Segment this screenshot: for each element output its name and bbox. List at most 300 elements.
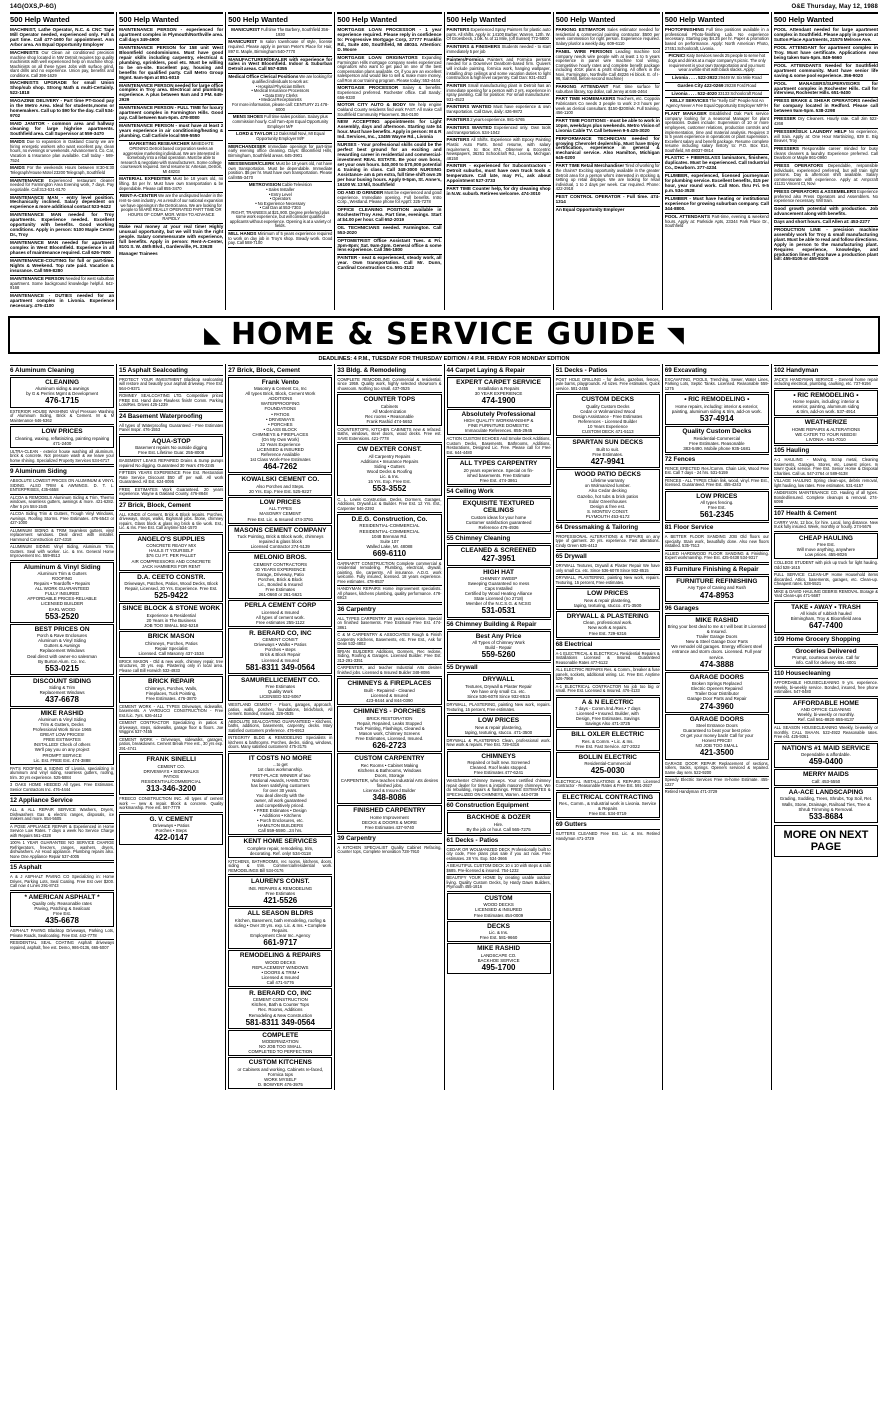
classified-ad: MESSENGER/CLERK Must be 18 years old, not have own transportation. Must be dependable. Immediate position. $5 per hr. Must have own transportation. Please call 855-3470 [228,161,332,183]
classified-ad: PAINTERS All Shifts. Experience with Epoxy Painting Plastic Auto Parts. Send resume, with salary requirement, to: Box 874, Observer & Eccentric Newspapers, 36251 Schoolcraft Rd., Livonia, Michigan 48150 [447,137,551,163]
service-ad: JACK'S HANDYMAN SERVICE - General home repair including electrical, plumbing, caulking, etc. 737-9194 [774,377,878,389]
service-guide-column [771,364,880,1090]
service-ad: Retired Handyman 471-3729 [664,789,718,795]
classified-ad: PRESS OPERATORS & ASSEMBLERS Experience preferred also Press Operators and Assemblers. No experience necessary. Will train. [774,189,878,206]
classified-ad: MORTGAGE LOAN PROCESSOR - 1 year experience required. Please reply in confidence to: Progressive Mortgage Corp, 27777 Franklin Rd., Suite 400, Southfield, MI 48034. Attention: D. Moore [337,27,441,55]
service-ad: FREE ESTIMATES Work Guaranteed. 20 years experience. Wayne & Oakland County. 476-8848 [119,487,223,499]
service-display-ad: ALL TYPES CARPENTRY 20 years experience. Special on fin- ished basements. Free Estimate Free Est. 474-3861 [447,458,551,485]
classified-ad: MAINTENANCE MAN - entry level position. Mechanically inclined. Salary dependent on experience & more additional contact 523-9422 [10,195,114,213]
service-ad: C. L. Lewis Construction. Decks, Dormers, Garages, Additions, Drywall.Lic & Builder. Free Est. 12 Yrs. Est., Carpenter 546-2393 [337,497,441,514]
service-display-ad: PERLA CEMENT CORP Licensed & Insured All types of cement work. Free estimates 255-1122 [228,600,332,627]
service-guide-column [334,364,443,1090]
column-heading: 500 Help Wanted [447,12,551,26]
classified-ad: MAIDS For the weekends Hours between 8:30-5:30 Telegraph/House Motel 23200 Telegraph, Southfield [10,165,114,177]
classified-ad: MAINTENANCE Experienced restaurant cleaner needed for Farmington Area Evening work, 7 days. Pay negotiable. Call 313-531-8170 [10,178,114,195]
service-display-ad: ANGELO'S SUPPLIES CONCRETE READY MIX HAULS IT YOURSELF $76 CU FT. PER PALLET AIR COMPRESSORS AND CONCRETE JACK HAMMERS FOR RENT [119,534,223,571]
service-display-ad: ALL SEASON BLDRS Kitchen, Basement, bath remodeling, roofing & siding • Over 30 yrs. exp. Lic. & Ins. • Complete Repairs. Employment Clear Inc. Agency 661-9717 [228,908,332,949]
classified-ad: OIL TECHNICIANS needed. Farmington. Call 553-2020 [337,225,441,238]
service-category-heading: 44 Carpet Laying & Repair [447,365,551,376]
service-display-ad: WEATHERIZE HOME REPAIRS & ALTERATIONS WE CATER TO YOUR NEEDS! LIVONIA - 561-7010 [774,417,878,444]
service-display-ad: CUSTOM KITCHENS or Cabinets and working. Cabinets re-faced, Formica tops WORK MYSELF D. BOWYER 476-3975 [228,1057,332,1089]
classified-ad: MAINTENANCE PERSON for 158 unit West Bloomfield condominiums. Must have good repair skills including carpentry, electrical & plumbing, sprinklers, pool etc. Must be willing to be on-site. Excellent pay, housing and benefits for qualified party. Call Metro Group Mgmt. 9am-5pm at 851-6010 [119,45,223,83]
service-display-ad: AA-ACE LANDSCAPING Grading, Sodding, Trees, Shrubs, Top Soil, Ret. Walls, Stone, Drainage, Railroad Ties, Tree & Shrub Trimming & Removal. 533-8684 [774,787,878,823]
column-heading: 500 Help Wanted [774,12,878,26]
classified-ad: NEW ACCEPTING appointments for Light Assembly, days and afternoon. Starting rate $4 hour. Must have benefits. Apply in person: M & R Ind. Services, Inc., 13455 Wayne Rd., Livonia [337,119,441,142]
column-heading: 500 Help Wanted [337,12,441,26]
service-display-ad: SINCE BLOCK & STONE WORK Experience & Residential 20 Years in The Business JOB TOO SMALL 562-5218 [119,603,223,630]
page-number: 14G(OXS,P-6G) [10,4,57,10]
classified-ad: PARKING ESTIMATOR Sales estimator needed for residential & commercial painting contractor. $500 per week commission for right person. Experience required. Salary plus/or a weekly day. 609-6110 [556,27,660,49]
service-display-ad: CLEANING Aluminum siding & awnings by G & Perrins Mgmt & Development 476-1715 [10,377,114,408]
service-display-ad: LOW PRICES New & repair plastering, taping, texturing, stucco. 471-3500 [447,715,551,737]
guide-title: HOME & SERVICE GUIDE [230,316,658,352]
service-ad: A POSE APPLIANCE REPAIR & Experienced in Home Service Low Rates. 7 days a week No Service Charge with Repairs 561-4328 [10,824,114,841]
service-category-heading: 27 Brick, Block, Cement [228,365,332,376]
service-ad: EXCAVATING, POOLS, Trenching, Sewer, Water Lines, Parking Lots, Septic Tanks. Licensed. Reasonable 559-1275 [665,377,769,394]
service-ad: 3 OAKS HOME HEEDED All types. Free Estimates. Senior Contractors Inc. 476-4444 [10,782,114,794]
service-display-ad: BRICK REPAIR Chimneys, Porches, Walls, Fireplaces, Tuck Pointing, Free Estimates. 476-3870 [119,676,223,703]
service-ad: POST HOLE DRILLING - for decks, gazebos, fences, pole barns, playgrounds. All sizes. Free estimates. Quick service. 581-2455 [556,377,660,394]
classified-ad: KELLY SERVICES The "Kelly Girl" People Not An Agency Never A Fee Equal Opportunity Employer M/F/H [665,98,769,110]
service-ad: BRIAN BUILDERS Additions, Dormers, Rec redone, Siding, Roofing & Garages. Licensed Builder. Free Est. 313-291-3351 [337,649,441,666]
classified-ad: POOL ATTENDANTS Needed for Southfield apartment community. Must have senior life saving & some pool experience. 356-9020 [774,63,878,81]
classified-column [771,12,880,310]
classified-ad: PERFORMANCE TECHNICIAN needed for growing Chevrolet dealership. Must have Enjoy certification, experience in general & mechanical service. Also Hamilton, Michigan 645-0200 [556,136,660,164]
classified-ad: PRESSERS Responsible career minded for busy cleans cleaners & laundry. Experience preferred. Call Dearborn or Maple 861-0960 [774,146,878,163]
service-ad: FENCE ERECTED Res./Comm. Chain Link, Wood Free Est. Call 7 days - 24 hrs. 531-5159 [665,466,769,478]
service-ad: ELECTRICAL INSTALLATIONS & REPAIRS Licensed Contractor - Reasonable Rates & Free Est. 591-2927 [556,779,660,791]
service-guide-section [0,364,888,1090]
service-category-heading: 109 Home Grocery Shopping [774,634,878,645]
service-display-ad: CLEANED & SCREENED 427-3951 [447,545,551,566]
classified-column [8,12,116,310]
service-category-heading: 9 Aluminum Siding [10,466,114,477]
service-display-ad: ELECTRICAL CONTRACTING Res., Comm., & Industrial work in Livonia. Service & Repairs Free Est. 534-0719 [556,792,660,819]
service-display-ad: Groceries Delivered Prompt, courteous service. Call for info. Call for delivery. 661-4001 [774,646,878,668]
classified-ad: Garden City 422-0269 29238 Ford Road [665,83,769,91]
service-category-heading: 107 Health & Cement [774,508,878,519]
service-display-ad: Aluminum & Vinyl Siding Aluminum Trim & Gutters ROOFING Repairs • Teardoffs • Repairs ALL WORK GUARANTEED FULLY INSURED AFFORDABLE PRICES-RELIABLE LICENSED BUILDER EARL WOOD 553-2520 [10,562,114,623]
service-category-heading: 33 Bldg. & Remodeling [337,365,441,376]
service-ad: DRYWALL, PLASTERING, painting New work, repairs. Texturing, 15 percent, Free estimates. [556,575,660,587]
classified-ad: MILL HANDS Minimum of 5 years experience required to work on day job in Troy's shop. Steady work. Good pay. Call 588-7100 [228,231,332,248]
service-display-ad: LAUREN'S CONST. INS. REPAIRS & REMODELING Free Estimates 421-5526 [228,876,332,907]
service-category-heading: 72 Fences [665,454,769,465]
service-category-heading: 36 Carpentry [337,604,441,615]
service-ad: FULL SERVICE CLEAN-UP Home Household items discarded. Attics, basements, garages, etc. Clean-up. Cheapest rates. 528-5521 [774,572,878,589]
service-ad: ASPHALT PAVING Blacktop Driveways, Parking Lots, Private Roads, Sealcoating. Free Est. 442-7778 [10,928,114,940]
service-category-heading: 61 Decks - Patios [447,835,551,846]
service-ad: A-1 ELECTRICAL CONTRACTOR No job too big or small. Free Est. Licensed & Insured. 476-4133 [556,684,660,696]
service-category-heading: 27 Brick, Block, Cement [119,500,223,511]
service-ad: DRYWALL, PLASTERING, painting New work, repairs. Texturing, 15 percent, Free estimates. [447,702,551,714]
service-display-ad: SAMURELLICEMENT CO. Free Estimates Quality Work LICENSED 532-5067 [228,675,332,702]
service-category-heading: 12 Appliance Service [10,795,114,806]
service-display-ad: MASONS CEMENT COMPANY Tuck Pointing, Brick & Block work, chimneys repaired & glass block Licensed Contractor 274-5139 [228,525,332,552]
service-ad: GUTTERS CLEANED Free Est. Lic. & Ins. Retired Handyman 471-3729 [555,831,660,841]
classified-ad: RENT-A-CENTER We are the undisputed leader in the rent-to-own industry. As a result of our national expansion we have openings in the Detroit area. We are looking for people to fill ARE REALLY OPERATED PART TIME OR HOURS OF COMP. MGR. WISH TO ADVANCE RAPIDLY [119,193,223,224]
service-category-heading: 55 Drywall [447,662,551,673]
service-ad: ALL TYPES CARPENTRY 20 years experience. Special on finished basements. Free Estimate Free Est. 474-3861 [337,616,441,633]
service-category-heading: 69 Gutters [556,819,660,830]
service-ad: WESTLAND CEMENT - Floors, garages, approach, patios, walls, porches, foundations, brick/block, All cement. Bonded, Insured. 326-0535 [228,702,332,719]
classified-ad: MAINTENANCE PERSON - FULL TIME for luxury apartment complex in Farmington Hills. Good pay. Call between 9am-5pm. 478-8080 [119,105,223,123]
classified-ad: MAIDS Due to expansion in Oakland County we are hiring energetic workers who want excellent pay, clean hours, no evenings or weekends. Advancement. Co. Car, Vacation & Insurance plan available. Call today - 569-7524 [10,139,114,165]
classified-ad: MAINTENANCE - DUTIES needed for an apartment complex in Livonia. Experience necessary. 476-4100 [10,292,115,308]
classified-ad: POOL ATTENDANT for apartment complex in Troy. Must have certificate. Applications now being taken 9am-5pm. 849-5660 [774,45,878,63]
service-ad: C & M CARPENTRY & ASSOCIATES Rough & Finish Carpentry Kitchens, Basements, etc. Free Est., Ask for Dean 532-4802 [337,632,441,649]
publication-date: O&E Thursday, May 12, 1988 [791,4,878,10]
classified-ad: POOL MANAGERS/SUPERVISORS for apartment complex in Rochester Hills. Call for interview, Rochester Hills. 651-9400 [774,81,878,99]
service-display-ad: R. BERARD CO, INC CEMENT CONSTRUCTION Kitchen, Bath & Counter Tops Rec. Rooms, Additions Remodeling & New Construction 581-8311 349-0564 [228,988,332,1029]
classified-ad: MAINTENANCE PERSON - must have at least 2 years experience in air conditioning/heating & plumbing. Call Carlisle local 559-5550 [119,123,223,141]
service-ad: ALUMINUM SIDING & TRIM Seamless gutters, vinyl replacement windows. Deal direct with installer. Hammond Construction 427-4318 [10,528,114,545]
service-ad: ALL ELECTRIC REPAIRS Res. & Comm., breaker & fuse panels, sockets, additional wiring. Lic. Free Est. Anytime 526-7969 [556,667,660,684]
service-display-ad: AFFORDABLE HOME AND OFFICE CLEANING Weekly, bi-weekly or monthly. Ref. Call 561-8820 655-8137 [774,698,878,725]
service-ad: FREECO CONSTRUCTION INC. All types of cement work — new & repair. Block & concrete. Quality workmanship. Free est. 567-7779 [119,796,223,813]
classified-ad: MACHINIST, Lathe Operator, N.C. & CNC Tape Mill Operator needed, experienced only. Full & part time. Call 477-1600 for appointment. Ann Arbor area. An Equal Opportunity Employer [10,27,114,50]
service-ad: ALUMINUM SIDING Vinyl Siding, Aluminum Trim, Gutters. Seal with worker. Lic. & Ins. General Home Improvement Inc. 559-8513 [10,544,114,561]
classified-ad: METROVISION Cable Television • Sales Installer • Entry Level • Operators • No Experience Necessary • Call Dan at 553-7303 RIGHT, TRAINEES at $21,900. Degree preferred plus some work experience, but will consider qualified applicants without experience. Opening is at a variety of fields. [228,182,332,231]
classified-ad: Livonia . . . . 522-3922 29449 W. Six Mile Road [665,75,769,83]
classified-column [553,12,662,310]
service-category-heading: 83 Furniture Finishing & Repair [665,564,769,575]
classified-ad: PAINTERS & FINISHERS Students needed - to start immediately 5 per job [447,44,551,56]
service-ad: VILLAGE HAULING Spring clean-ups, debris removal, light hauling, low rates. Free estimates. 531-6157 [774,478,878,490]
service-ad: ANDERSON MAINTENANCE CO. Hauling of all types. Bonded/insured. Complete cleanups & removal. 274-6098 [774,490,878,507]
service-display-ad: MELONIO BROS. CEMENT CONTRACTORS 30 YEARS EXPERIENCE Garage, Driveway, Patio Porches, Brick & Block Lic., Bonded & Insured Free Estimates 261-0660 or 261-5621 [228,552,332,599]
service-ad: CEMENT WORK - Driveways, sidewalks, garages, patios, breakdowns. Cement Break Free est., 30 yrs exp. 291-4741 [119,737,223,754]
classified-ad: PRODUCTION LINE - precision machine assembly work for Troy & small manufacturing plant. Must be able to read and follow directions. Apply in person to the manufacturing plant. Requires experience, knowledge, and production lines. If you have a production plant bill: 455-8105 or 455-8106 [773,226,878,262]
classified-ad: MENS SHOES Full time sales position. Salary plus commission hourly. Call 7am-4pm Equal Opportunity Employer M/F [228,114,332,131]
service-category-heading: 102 Handyman [774,365,878,376]
classified-column [662,12,771,310]
classified-ad: PANEL WIRE PERSONS Leading machine tool company needs wire people with at least 1 to 5 years experience in panel wire machine tool wiring. Competitive hourly rates and complete benefit package including 401K plans & profit sharing. All offers in the Novi, Farmington, Northville Call 48226 Hi block. E. of I-96, Salt Mill, before second machine) [556,49,660,84]
service-ad: CARPENTER, and teacher Industrial Arts desires finished jobs. Licensed & Insured Builder 348-8086 [337,665,441,677]
classified-ad: Days and short hours. Call Allen at: 453-2277 [774,219,878,227]
service-display-ad: Frank Vento Masonry & Cement Co, Inc All types Brick, Block, Cement Work ADDITIONS WATERPROOFING FOUNDATIONS • PATIOS • DRIVEWAYS • PORCHES • GLASS BLOCK CHIMNEYS & FIREPLACES (On My Own Work) 32 Years Experience LICENSED & INSURED Reference Available 1st Class Work-Free Estimates 464-7262 [228,377,332,474]
service-display-ad: CHIMNEYS Repaired or built new. Screened Cleaned. Roof leaks stopped. Free Estimates 477-6241 [447,751,551,778]
column-heading: 500 Help Wanted [556,12,660,26]
classified-ad: MERCHANDISER Immediate openings for part-time early evening office cleaning. Days: Bloomfield Hills, Birmingham, Southfield areas. 645-3901 [228,144,332,161]
service-ad: ULTRA-CLEAN - exterior house washing all aluminum, brick & concrete. Not pressure wash & we leave your home shining. Specialized Property Services 534-6717 [10,449,114,466]
service-category-heading: 55 Chimney Cleaning [447,533,551,544]
service-ad: CARRY VAN, 12 box, for hire. Local, long distance. New truck fully insured. Week, monthly or hourly. 274-5676 [774,520,878,532]
service-display-ad: CHIMNEYS - PORCHES BRICK RESTORATION Repair, Repaired, Leaks Stopped Tuck Pointing, Flashings, Cleaned & Mason work, Chimney Screens Free Estimates, Licensed, Insured. 626-2723 [337,706,441,752]
service-category-heading: 56 Chimney Building & Repair [447,619,551,630]
classified-ad: MAGAZINE DELIVERY - Part time PT-Good pay in the Metro Area. Ideal for students,moms or homemakers. Call up to $90 for the day. Call 534-9702 [10,98,114,121]
classified-ad: Make real money at your real time! Highly unusual opportunity, but we will train the right people. Salary commensurate with experience, full benefits. Apply in person: Rent-A-Center, 8101 S. W. 45th Blvd., Gardenville, FL 33628 [119,223,224,249]
classified-ad: PAINTER - neat & experienced, steady work, all year. Own transportation. Call Mr. Dunn, Cardinal Construction Co. 591-3122 [337,255,442,271]
classified-ad: PAINTERS WANTED Experienced only. Own tools and transportation. 534-1042 [447,125,551,137]
service-ad: CEDAR OR WOLMANIZED DECK Professionally built to city code, Free plans plus sale if you act now. Free estimates. 28 Yrs. Exp. 534-3666 [447,847,551,864]
service-display-ad: BILL OXLER ELECTRIC Res. & Comm. • Lic. & Ins. Free Est. Fast Service. 427-2022 [556,729,660,751]
service-ad: RESIDENTIAL SEAL COATING Asphalt driveways repaired, asphalt, free est. Demo, 986-0136, 665-5007 [10,940,115,950]
service-display-ad: TAKE • AWAY • TRASH All kinds of rubbish hauled Birmingham, Troy & Bloomfield area 647-7400 [774,602,878,633]
service-display-ad: LOW PRICES New & repair plastering, taping, texturing, stucco. 471-3500 [556,588,660,610]
continued-next-page: MORE ON NEXT PAGE [774,825,878,857]
service-category-heading: 51 Decks - Patios [556,365,660,376]
column-heading: 500 Help Wanted [119,12,223,26]
column-heading: 500 Help Wanted [665,12,769,26]
service-ad: ALL KINDS of Cement, Brick & Block repairs. Porches, driveways, steps, walks, Big/small jobs. Stone, chimney repairs, Glass block & glass ing brick & tile work. Est., Lic. & Ins. Free Est. Call anytime 534-1570 [119,512,223,533]
classified-ad: PRESSER/SILK LAUNDRY HELP No experience, will train. Apply at: One Hour Martinizing, 839 E. Big Beaver, Troy [774,129,878,146]
service-ad: CEMENT CONTRACTOR Specializing in patios & driveways, steps, sidewalks, garage floor & floors. Joe Wiggins 537-7455 [119,720,223,737]
service-display-ad: DECKS Lic. & Ins. Free Est. 581-9660 [447,921,551,943]
service-ad: FENCES - ALL TYPES Chain link, wood, vinyl. Free Est., licensed. Guaranteed. Free Est. 455-4243 [665,478,769,490]
service-display-ad: EXPERT CARPET SERVICE Installation & Repairs 30 YEAR EXPERIENCE 474-1900 [447,377,551,408]
service-display-ad: DISCOUNT SIDING Siding & Trim Replacement Windows 437-6678 [10,676,114,707]
classified-ad: MANICURIST In salon townhouse of style, license required. Please apply in person Peter's Place for Hair, 897 E. Maple, Birmingham 540-7770 [228,39,332,56]
service-display-ad: DRYWALL & PLASTERING Clean, professional work. New work & repairs. Free Est. 729-6316 [556,611,660,638]
service-ad: CEMENT WORK - ALL TYPES Driveways, sidewalks, basements. A VARDUCCI CONSTRUCTION - Free Est./Lic. 7yrs. 626-4412 [119,704,223,721]
classified-ad: PART TIME POSITIONS - must be able to work in 10pm, weekdays plus weekends. Metro Vision of Livonia Cable TV. Call between 9-5 425-3020 [556,118,660,136]
classified-ad: MANUFACTURER/DEALER with experience for sales in West Bloomfield. Indoor & Suburban Detroit areas. Call 557-8355 [228,57,332,75]
service-ad: A BETTER FLOOR SANDING JOB Old floors our specialty. Stain work, beautifully done. Also new floors installed. 535-7513 [665,534,769,551]
classified-ad: Livonia . . . . 522-4020 33133 Schoolcraft Road [665,91,769,99]
service-category-heading: 105 Hauling [774,445,878,456]
service-ad: PROFESSIONAL ALTERATIONS & REPAIRS on any type of garment. 20 yrs. experience. Fast alterations. Cindy Green 625-4413 [556,534,660,551]
service-ad: ALCOA & REMODELS Aluminum Siding & Trim, Thermo windows, seamless gutters, awnings & more. 421-6282. After 5 pm 584-1545 [10,495,114,512]
service-display-ad: COMPLETE MODERNIZATION NO JOB TOO SMALL COMPLETED TO PERFECTION [228,1030,332,1057]
classified-column [116,12,225,310]
service-ad: A-1 HAULING - Moving, Scrap metal, Cleaning Basements, Garages, Stores, etc. Lowest prices. In town! Quick service. Free Est. Senior Home & Disposal Charities. Call us. 547-2764 or 589-6138 [774,457,878,478]
service-display-ad: * AMERICAN ASPHALT * Quality only. Reasonable rates Paving, Patching & Sealcoat Free Est. 435-6678 [10,892,114,928]
service-guide-column [444,364,553,1090]
service-category-heading: 15 Asphalt Sealcoating [119,365,223,376]
service-display-ad: DRYWALL Textures, Drywall & Plaster Repair We have only small Co. etc. Since 536-6078 Since 932-8515 [447,674,551,701]
service-ad: FIFTEEN YEARS EXPERIENCE Free Est. Restoration Rate Service Discount $50 off per wall. All work Guaranteed. All Est. 624-0095 [119,470,223,487]
classified-ad: Medical Office Clerical Positions We are looking for qualified individuals to work as: • Hospital Physician Billers • Medical Insurance Processors • Data Entry Clerks • Medical Receptionists For more information, please call: CENTURY 21 478-6000 [228,74,332,114]
classified-ad: PAINTER Small manufacturing plant in Detroit has an immediate opening for a person with 2 yrs. experience in spray painting. Call for position: For small manufacturer. 931-4523 [447,83,551,105]
classified-ad: MATERIAL EXPEDITER Must be 18 years old, no lifting. $4 per hr. Must have own transportation & be dependable. Please call 855-3470 [119,176,223,193]
service-display-ad: FRANK SINELLI CEMENT CO. DRIVEWAYS • SIDEWALKS PATIOS RESIDENTIAL/COMMERCIAL 313-346-3200 [119,754,223,795]
service-ad: DRYWALL & PLASTERING Clean, professional work. New work & repairs. Free Est. 729-6316 [447,738,551,750]
service-ad: BEAUTIFY YOUR HOME by creating usable outdoor living. Quality Custom Decks, by Hardy Dawn Builders, Plymouth 455-1816 [447,875,551,892]
service-ad: GARAGE DOOR REPAIR Replacement of sections, rollers, tracks, springs. Openers serviced & repaired. Same day serv. 522-9200 [665,761,769,778]
classified-ad: Painters/Formica Painters and Formica persons needed for a Downriver Dearborn-based firm. Quivers will include painting, formica work, hanging wallpaper, installing drop ceilings and some vacation duties to light construction & high level carpentry. Call Dan: 931-4523 [447,57,551,83]
classified-ad: PRESS BRAKE & SHEAR OPERATORS needed for company located in Redford. Please call between 9am-5pm. 538-2298 [774,98,878,116]
service-guide-column [225,364,334,1090]
classified-ad: Manager Trainees [119,250,158,256]
service-display-ad: CUSTOM WOOD DECKS LICENSED & INSURED Free Estimates 454-0009 [447,893,551,920]
service-display-ad: KOWALSKI CEMENT CO. Also Porches and Steps. 20 Yrs. Exp. Free Est. 525-9227 [228,474,332,496]
classified-ad: POOL Attendant needed for large apartment complex in Southfield. Please apply in person at Sutton Place Apartments, 21575 Melrose Ave. [774,27,878,45]
service-display-ad: • RIC REMODELING • Home repairs, including: interior & exterior, painting, aluminum siding & trim, add-on work. 537-4914 [665,394,769,425]
service-ad: COLLEGE STUDENT with pick up truck for light hauling. Odd 528-1615 [774,560,878,572]
service-ad: COUNTERTOPS, KITCHEN CABINETS new & refaced. Baths, windows, steel doors, wood decks. Free est. SAVE Extensions. 421-7778 [337,427,441,444]
classified-ad: MAINTENANCE PERSON - experienced for apartment complex in Plymouth/Northville area. Call days 349-4900 [119,27,223,45]
column-heading: 500 Help Wanted [10,12,114,26]
service-ad: 100% 1 YEAR GUARANTEE NO SERVICE CHARGE Refrigerators, freezers, ranges, washers, dryers, dishwashers. Air Hood appliance. Plumbing repairs also. None One Appliance Repair 537-4005 [10,840,114,861]
service-ad: ALLIED HARDWOOD FLOOR SANDING & Finishing. Expert workmanship. Free Est. 425-0438 534-9317 [665,551,769,563]
service-display-ad: LOW PRICES All types fencing. Free Est. 561-2345 [665,491,769,522]
classified-column [334,12,443,310]
service-ad: MIKE & DAVID HAULING DEBRIS REMOVAL Storage & Yard Clean-ups 471-5687 [774,589,878,601]
service-ad: ABSOLUTE LOWEST PRICES ON ALUMINUM & VINYL SIDING. ALSO TRIM & AWNINGS. D. T. L. ENTERPRISES, 435-6558 [10,478,114,495]
service-ad: GARNARTT CONSTRUCTION Complete commercial & residential remodeling. Plumbing, electrical, drywall, painting, tile, carpentry. All insurance. A.D.G. work welcome. Fully insured, licensed. 18 years experience. Free estimates. 478-8537 [337,561,441,587]
service-display-ad: G. V. CEMENT Driveways • Patios Porches • Steps 422-0147 [119,814,223,845]
service-ad: BASEMENT LEAKS REPAIRED Drains & Sump pumps repaired No digging. Guaranteed 30 Years 476-2245 [119,458,223,470]
classified-ad: PAINTERS Experienced Spray Painters for plastic auto parts. All shifts. Apply in: 14100 Barber, Warren, 12th. W. Of Groesbeck, 1 blk. N. of 11 Mile, (off Sunset) 772-5800 [447,27,551,44]
classified-ad: Good growth potential with production. Job advancement along with benefits. [774,206,878,219]
classified-ad: PARKING ATTENDANT Part time surface for suburban library, top dollar, call Jenny at 646-2464 [556,84,660,96]
service-category-heading: 24 Basement Waterproofing [119,411,223,422]
classified-ad: MAINTENANCE MAN needed for Troy apartments. Experience needed. Excellent opportunity with benefits. Good working conditions. Apply in person: 5100 Maple Center Dr., Troy [10,212,114,240]
service-guide-column [553,364,662,1090]
service-ad: ROMNEY SEALCOATING LTD. Competitive priced FREE Est. Hand done Flawless finish! Comm. Parking Lots/Res. Drives 425-1239 [119,393,223,410]
service-category-heading: 6 Aluminum Cleaning [10,365,114,376]
service-ad: PROTECT YOUR INVESTMENT Blacktop sealcoating will restore and beautify your asphalt driveway. Free Est. 564-0-9371 [119,377,223,394]
service-category-heading: 15 Asphalt [10,862,114,873]
classified-ad: MORTGAGE LOAN ORIGINATORS Expanding Farmington Hills mortgage company seeks experienced originators who want to get paid on one of the best compensation plans available. Or, if you are an excellent salesperson and would like to sell & make more money, call Ron at our training program. Please today: 553-4444 [337,55,441,86]
service-category-heading: 110 Housecleaning [774,668,878,679]
column-heading: 500 Help Wanted [228,12,332,26]
service-ad: Speedy Electric Services Free In-home Estimate. 455-1227 [665,777,769,789]
service-display-ad: SPARTAN SUN DECKS Built to suit. Free Estimates. 427-9941 [556,437,660,468]
service-ad: ALL & ALL REPAIR SERVICE Washers, Dryers, Dishwashers Gas & electric ranges, disposals, ice makers and more. 554-5605 [10,807,114,824]
service-ad: BRICK MASON - Old & new work, chimney repair, tree structures, 30 yrs. exp. Plastering only in local area. Please call Bill Horwich 532-4933 [119,659,223,676]
classified-ad: MANICURIST Full time The Barbery, Southfield 356-1930 [228,27,332,39]
classified-ad: OFFICE CLEANING POSITION available in Rochester/Troy Area. Part time, evenings. Start at $4.00 per hour. Call 652-2019 [337,207,441,225]
service-category-heading: 54 Ceiling Work [447,486,551,497]
service-display-ad: BACKHOE & DOZER Hire. By the job or hour. Call 565-7275 [447,812,551,834]
classified-ad: PLANT MANAGER Established Oak Park service company looking for a seasonal Manager for plant operations. Duties include: Supervision of 10 or more employees, customer relations, production controls and implementation, time and material analysis. Requires 3 to 5 years experience in operations or plant supervision. Excellent salary and benefit package. Resume complete resume including salary history to: P.O. Box 814, Southfield, MI 48037-0814 [665,111,769,155]
classified-column [225,12,334,310]
service-display-ad: CHEAP HAULING Free Est. Will move anything, anywhere Low prices. 455-8026 [774,533,878,560]
classified-ad: NURSES - Your professional skills could be the perfect best ground for an exciting and rewarding career in residential and commercial-investment REAL ESTATE. Be your own boss, set your own hours. $40,000 to $70,000 potential & training in class. Call 348-3000 NURSING Assistance- am & pm extra, full time shift own 25 per hour busing hours. Apply 9-5pm, St. Anne's, 16100 W. 13 Mil, Southfield [337,142,441,190]
service-ad: COMPLETE REMODELING Commercial & residential, since 1959. Quality work, highly selected showroom & showroom. Nothing too small. 437-0525 [337,377,441,394]
service-ad: PAT'S ROOFING & SIDING Of Livonia, specializing in aluminum and vinyl siding, seamless gutters, roofing, trim. 30 yrs experience. 525-5884 [10,766,114,783]
service-display-ad: Best Any Price All Types of Chimney Work Build - Repair 559-5260 [447,631,551,662]
service-display-ad: • RIC REMODELING • Home repairs, including: interior & exterior, painting, aluminum siding & trim, add-on work. 537-4914 [774,390,878,417]
service-display-ad: WOOD PATIO DECKS Lifetime warranty on Wolmanized lumber. Also Cedar decking Gazebo, hot tubs & brick patios Solar Greenhouses Design & free est. S. MONTEV CONST. PLYMOUTH 453-6172 [556,469,660,521]
classified-ad: MAINTENANCE MAN needed for apartment complex in West Bloomfield. Experience in all phases of maintenance required. Call 626-7600 [10,240,114,258]
page-header [0,0,888,12]
service-category-heading: 81 Floor Service [665,522,769,533]
classified-ad: PLUMBER - Must have heating or institutional experience for growing suburban company. Call 344-8800. [665,196,769,214]
service-ad: HANDYMAN REPAIRS Home improvement specialists. All phases, kitchens plumbing, quality performance. 478-6913 [337,586,441,603]
classified-ad: PART TIME Counter help, for dry cleaning shop in N.W. suburb. Retirees welcome. 474-3010 [446,185,551,196]
classified-ad: MAID JANITOR - common area and hallway cleaning for large highrise apartments. Southfield area. Call Supervisor at 559-3470 [10,121,114,139]
service-display-ad: A & N ELECTRIC 7 days - Comm./Ind./Res.• 7 days Licensed • Insured. Builder, with Design, Free Estimates. Savings Savings Also 471-3725 [556,697,660,729]
left-flag-icon: ◣ [204,321,221,347]
classified-column [444,12,553,310]
service-category-heading: 65 Drywall [556,551,660,562]
service-ad: A BEAUTIFUL CUSTOM DECK 10 x 10 with steps & rails $685. Pre-licensed & insured. 754-1232 [447,863,551,875]
service-display-ad: COUNTER TOPS Cabinets All Modernization Rec rooms • Reasonable Frank Rashid 474-5652 [337,394,441,426]
service-category-heading: 60 Construction Equipment [447,800,551,811]
service-display-ad: AQUA-STOP Basement repairs No outside digging Free Est. Lifetime Guar. 255-8008 [119,436,223,458]
service-display-ad: KENT HOME SERVICES Complete repair, remodeling, trim, decorating. Ref. only! 534-0118 [228,836,332,858]
service-display-ad: REMODELING & REPAIRS WOOD DECKS REPLACEMENT WINDOWS • DOORS & TRIM • Licensed & Insured Call 471-5776 [228,950,332,987]
classified-ad: MACHINISTS UPGRADE for small Union Shop/sub shop. Strong Math & multi-Certainly. 522-1818 [10,80,114,98]
classified-ad: PRESS OPERATORS Dependable, responsible individuals, experienced preferred, but will train right persons. Day & afternoon shift available. Salary commensurate with experience. Apply at: Ampcraft 41131 Vincent Ct, Novi [774,163,878,189]
service-ad: KITCHENS, BATHROOMS, rec rooms, kitchens, doors, siding & trim. Commercial/residential work. REMODELINGS Bill 534-0176 [228,859,332,876]
classified-ad: PAINTERS 2 years experience. 981-5765 [447,117,551,125]
service-display-ad: CW DEXTER CONST. All Carpentry Repairs Additions • Insurance Repairs Siding • Gutters Wood Decks & Roofing Lic. & Ins. 15 Yrs. Exp. Free Est. 553-3552 [337,444,441,495]
guide-deadlines: DEADLINES: 4 P.M., TUESDAY FOR THURSDAY EDITION / 4 P.M. FRIDAY FOR MONDAY EDITION [318,355,570,362]
classified-ad: MORTGAGE PROCESSOR Salary & benefits. Experienced preferred. Rochester office. Call Sandy: 656-9330 [337,85,441,102]
service-display-ad: BOLLIN ELECTRIC Residential-Commercial 425-0030 [556,752,660,778]
service-display-ad: MERRY MAIDS Call: 453-5550 [774,769,878,786]
service-display-ad: HIGH HAT CHIMNEY SWEEP Sweeping Guaranteed no mess Caps Installed Certified by Wood Heating Alliance State Licensed (no 2718) Member of the N.C.S.G. & NCSG 531-0531 [447,567,551,618]
service-category-heading: 69 Excavating [665,365,769,376]
classified-ad: MAINTENANCE PERSON needed for large office complex in Troy area. Electrical and plumbing experience. A plus between 9am and 3 PM. 649-2929 [119,83,223,106]
service-display-ad: BEST PRICES ON Porch & Rave Enclosures Aluminum & Vinyl Siding Gutters & Awnings Replacement Windows Deal direct with owner-no salesman By Burton Alum. Co. Inc. 553-0215 [10,624,114,675]
right-flag-icon: ◥ [667,321,684,347]
service-display-ad: MIKE RASHID Bring your best deal to me & I will beat it! Licensed & Insured. Trailer Garage Doors New & Steel Garage Door Parts We remodel old garages. Energy efficient steel entrance and storm doors. Licensed. Full year service. 474-3888 [665,615,769,671]
service-guide-column [662,364,771,1090]
classified-ad: An Equal Opportunity Employer [555,206,625,212]
service-display-ad: CUSTOM CARPENTRY Rec Rooms • Cabinet Making Kitchens & Bathrooms, Windows Doors, Storage CARPENTER, who teaches Industrial Arts desires finished jobs. Licensed & Insured Builder 348-8086 [337,753,441,804]
classified-ad: PLASTIC + FIBERGLASS laminators, finishers, duplicates. Must be experienced. Call Industrial Co., Dearborn. 277-4234 [665,155,769,173]
classified-ad: OPTOMETRIST Office Assistant Tues. & Fri. 3pm-8pm; Sat. 9am-2pm. General office & some lens experience. Call 356-1800 [337,238,441,256]
classified-ad: OD AND ID GRINDER Must be experienced and good experience. Immediate opening. Full benefits. Intro Corp., Westland. Please phone for Appt'l: 325-7278 [337,190,441,207]
service-display-ad: D.A. CEETO CONSTR. Driveways, Patches, Patios, Wood Decks, Block Repair, Licensed, 20 Yrs. Experience. Free Est. 525-9422 [119,572,223,603]
service-guide-column [8,364,116,1090]
service-category-heading: 68 Electrical [556,639,660,650]
service-display-ad: FINISHED CARPENTRY Home Improvement DECKS & DOORS & MORE Free Estimates 437-9740 [337,805,441,832]
service-display-ad: NATION'S #1 MAID SERVICE Dependable & affordable. 459-0400 [774,743,878,769]
classified-ad: MAINTENANCE PERSON Needed for west suburban apartment. Some background knowledge helpful. 642-9168 [10,276,114,293]
service-display-ad: GARAGE DOORS Steel Entrance Doors Guaranteed to beat your best price Or get your money back! Call for your Honest PRICE! NO JOB TOO SMALL 421-3500 [665,714,769,760]
service-display-ad: D.E.G. Construction, Co. RESIDENTIAL-COMMERCIAL RESIDENTIAL-COMMERCIAL 1048 Brennan Rd. Suite 107 Walled Lake, MI. 48088 669-6110 [337,514,441,560]
service-display-ad: Absolutely Professional HIGH QUALITY WORKMANSHIP & FINE FURNITURE DOMESTIC Immaculate References. 855-2945 [447,409,551,436]
service-ad: ACTION CUSTOM ECHOES And Smoke Deck Additions, Custom Decks, Basements, Bathrooms, Additions, Restorations, Designed Lic. Free. Please call for Free Est. 644-4480 [447,436,551,457]
classified-section [0,12,888,310]
classified-ad: PICNIC! Katy Services needs 25 people to serve hot dogs and drinks at a major company's picnic. The only requirement is your own transportation and you must wear a white shirt with black slacks. Apply: [665,53,769,75]
classified-ad: PAINTER - experienced for Subcontractors - Detroit suburbs, must have own truck tools & temperature. Call late, may Fri., ask about Appointment 527-3733 [447,163,551,186]
service-ad: AFFORDABLE HOUSECLEANING 9 yrs. experience. Weekly, bi-weekly service. Bonded, insured, free phone estimates. 547-0480 [774,680,878,697]
service-display-ad: GARAGE DOORS Broken Springs Replaced Electric Openers Repaired Trailer Door Distributor Garage Door Parts and Repair 274-3960 [665,672,769,713]
classified-ad: PHOTOFINISHING Full time positions available in a professional Photo-finishing Lab. No experience necessary. Starting pay $4.25 per hr. Paper & promotion based on performance. Apply: North American Photo, 27451 Schoolcraft, Livonia. [665,27,769,53]
service-category-heading: 96 Garages [665,603,769,614]
classified-ad: POOL ATTENDANTS Part-time, evening & weekend hours. Apply at: Parkside Apts, 23344 Park Place Dr., Southfield [664,213,769,229]
classified-ad: MAINTENANCE-COUTING for full or part-time. Nights & Weekend. Top rate paid. Vacation & insurance. Call 559-8280 [10,258,114,276]
service-display-ad: LOW PRICES ALL TYPES MASONRY CEMENT Free Est. Lic. & Insured 474-3791 [228,497,332,524]
classified-ad: PART TIME Retail Merchandiser Tired of working for the chains? Exciting opportunity available in the greater Detroit area for a person who's interested in stocking & setting up retail displays. We are looking for retail individual, 1 to 2 days per week. Car required. Phone: 422-2918 [556,163,660,194]
service-category-heading: 39 Carpentry [337,833,441,844]
service-ad: EXTERIOR HOUSE WASHING Vinyl Pressure Washing of Aluminum Siding, Brick & Cement. M & M Maintenance 646-5362 [10,409,114,426]
classified-ad: MARKETING RESEARCHER IMMEDIATE OPENING Detroit based corporation seeks an aggressive marketing individual. We are interested in somebody into a retail operation. Must be able to research & negotiate with manufacturers. Some college coursework required. Send resume to: Artesian, Detroit, MI 48203 [119,141,223,176]
service-ad: A & J ASPHALT PAVING CO Specializing in: Home Drives, Parking Lots, Seal Coating. Free Est over $200. Call now 4 Lines 291-8743 [10,874,114,891]
classified-ad: LORD & TAYLOR 12 Oaks Mall Novi, MI Equal Opportunity Employer M/F [228,131,332,143]
classified-ad: PEST CONTROL OPERATOR - Full time. 474-1314 [556,194,660,207]
home-service-guide-banner [8,316,880,354]
classified-ad: PAINTERS WANTED Must have experience & own transportation. Call Dave, daily: 426-9872 [447,104,551,116]
service-display-ad: FURNITURE REFINISHING Any Type of Caning and Rush 474-8953 [665,576,769,602]
service-ad: ALL SEASON HOUSECLEANING Weekly, bi-weekly or monthly. CALL SHAAN. 522-4922 Reasonable rates. Free est. 425-9361 [774,725,878,742]
service-display-ad: CHIMNEYS & FIREPLACES Built - Repaired - Cleaned Licensed & Insured 423-8444 and 844-0390 [337,678,441,705]
service-ad: All types of Waterproofing Guaranteed - Free Estimates Panel Inspir. 476-1553 [119,423,223,435]
service-ad: INTEGRITY BLDG & REMODELING Specialists in kitchens & bathrooms. Porches, decks, siding, windows, doors. Many satisfied customers! 475-3175 [228,735,332,752]
classified-ad: PRESSER Dry Cleaners. Hourly rate. Call Jim 522-4268 [774,116,878,128]
service-ad: Westchester Chimney Sweeps. Your certified chimney repair dealer for times & installs masonry chimneys. We do rebuilding, repairs & flashings. FREE ESTIMATES & SPECIALIZED ON CHIMNEYS, Warren. 443-0739 [447,778,551,799]
classified-ad: MOTOR CITY AUTO & BODY We help engine Oakland County residents find work FAST. All make Call Southfield Community Placement. 354-0100 [337,102,441,119]
service-ad: DRYWALL Textures, Drywall & Plaster Repair We have only small Co. etc. Since 536-6078 Since 932-8515 [556,563,660,575]
classified-ad: MACHINISTS Our Clean air conditioned precision machine shop located in NW Detroit requires top quality machinists with well experienced help on machine shop. Machinists on all these types Jobs with surface grind, slant drills and no experience. Union pay, benefits and conditions. Call 398-1629 [10,50,114,81]
service-display-ad: IT COSTS NO MORE ...to get 1st class workmanship. FIRST-PLACE WINNER of two National Awards, HAMILTON has been satisfying customers for over 30 years. You deal directly with the owner, all work guaranteed and competitively priced. • FREE Estimates • Design • Additions • Kitchens • Porch Enclosures, etc. HAMILTON BUILDERS Call 559-5590...24 hrs. [228,753,332,835]
service-display-ad: EXQUISITE TEXTURED CEILINGS Custom ideas for your home Customer satisfaction guaranteed Reference 476-4936 [447,498,551,532]
classified-ad: PLUMBER, experienced, licensed journeyman for plumbing service. Excellent benefits, $15 per hour, year round work. Call Mon. thru Fri. 9-5 p.m. 534-3528 [665,173,769,196]
service-ad: A-1 ELECTRICAL & ELECTRICAL Residential Repairs & Installations Licensed & Insured. Guaranteed Reasonable Rates 477-6122 [556,651,660,668]
service-display-ad: LOW PRICES Cleaning, waxing, reflatinizing, painting repairing 471-2400 [10,426,114,448]
service-ad: ABSOLUTE SEALCOATING GUARANTEED • Kitchens, baths, additions, basements, carpentry, decks. Mary Satisfied customers preference. 476-6913 [228,719,332,736]
service-display-ad: R. BERARD CO, INC CEMENT CONS'T Driveways • Walks • Patios Porches • steps Brick & Block Repair Licensed & Insured 581-8311 349-0564 [228,628,332,674]
service-display-ad: CUSTOM DECKS Quality Custom Decks Cedar or Wolmanized Wood Design Assistance - Free Estimates References - Licensed Builder 10 Years Experience CUSTOM DECK 471-5113 [556,394,660,436]
service-ad: A KITCHEN SPECIALIST Quality Cabinet Refacing, Counter tops, Complete renovation 728-7910 [337,844,442,855]
